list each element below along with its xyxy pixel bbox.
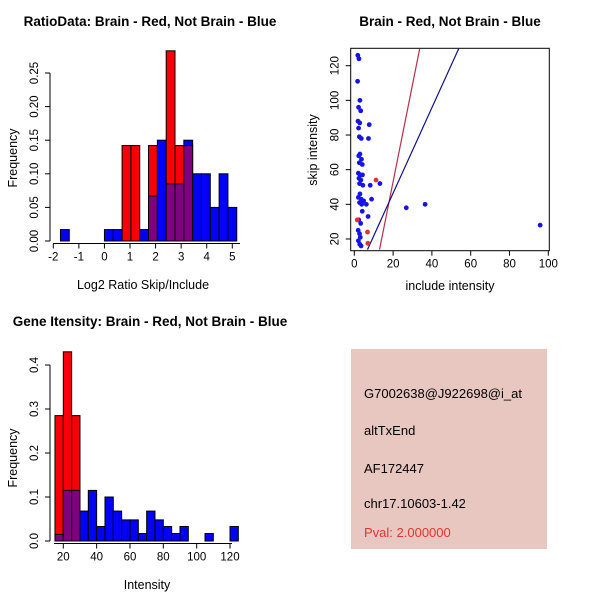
svg-text:100: 100 [538, 258, 558, 271]
svg-text:0.05: 0.05 [29, 196, 41, 219]
svg-text:80: 80 [503, 258, 516, 271]
accession-text: AF172447 [364, 461, 424, 476]
svg-text:0.1: 0.1 [29, 489, 41, 505]
panel-gene-intensity-histogram [0, 300, 300, 600]
svg-text:0: 0 [351, 258, 358, 271]
svg-text:0.4: 0.4 [29, 357, 41, 373]
svg-text:Log2 Ratio Skip/Include: Log2 Ratio Skip/Include [76, 278, 210, 292]
ratio-histogram-plot [0, 0, 300, 300]
splice-type-text: altTxEnd [364, 423, 416, 438]
svg-text:-1: -1 [73, 251, 84, 264]
svg-text:skip intensity: skip intensity [306, 114, 320, 186]
intensity-scatter-plot [300, 0, 600, 300]
gene-intensity-histogram-plot [0, 300, 300, 600]
svg-text:0.00: 0.00 [29, 229, 41, 253]
svg-text:60: 60 [464, 258, 478, 271]
pval-text: Pval: 2.000000 [364, 525, 451, 540]
svg-text:40: 40 [425, 258, 439, 271]
location-text: chr17.10603-1.42 [364, 496, 466, 511]
svg-text:Frequency: Frequency [6, 428, 20, 488]
svg-text:0: 0 [101, 251, 108, 264]
svg-text:5: 5 [229, 251, 236, 264]
gene-hist-title: Gene Itensity: Brain - Red, Not Brain - Blue [12, 314, 288, 329]
panel-info [300, 300, 600, 600]
svg-text:-2: -2 [48, 251, 59, 264]
gene_intensity_hist-bars [55, 352, 238, 541]
svg-text:120: 120 [329, 56, 342, 76]
svg-text:0.25: 0.25 [29, 61, 41, 85]
ratio_hist-bars [60, 51, 236, 241]
panel-ratio-histogram [0, 0, 300, 300]
svg-text:0.3: 0.3 [29, 401, 41, 417]
svg-text:100: 100 [329, 90, 342, 110]
svg-text:4: 4 [203, 251, 210, 264]
ratio-hist-title: RatioData: Brain - Red, Not Brain - Blue [23, 14, 277, 29]
svg-text:20: 20 [386, 258, 400, 271]
svg-text:3: 3 [177, 251, 185, 264]
svg-text:Frequency: Frequency [6, 128, 20, 188]
info-box [351, 349, 547, 549]
svg-text:0.15: 0.15 [29, 129, 41, 152]
scatter-content [355, 49, 543, 250]
svg-text:40: 40 [90, 551, 104, 564]
svg-text:60: 60 [123, 551, 137, 564]
svg-text:20: 20 [56, 551, 70, 564]
svg-text:80: 80 [156, 551, 170, 564]
probe-id-text: G7002638@J922698@i_at [364, 386, 522, 401]
svg-text:20: 20 [329, 232, 342, 246]
svg-text:100: 100 [187, 551, 207, 564]
scatter-title: Brain - Red, Not Brain - Blue [359, 14, 541, 29]
svg-text:1: 1 [126, 251, 134, 264]
svg-text:0.20: 0.20 [29, 95, 41, 118]
svg-text:120: 120 [220, 551, 240, 564]
svg-text:60: 60 [329, 163, 342, 177]
svg-text:40: 40 [329, 197, 342, 211]
svg-text:2: 2 [152, 251, 159, 264]
svg-text:0.0: 0.0 [29, 533, 41, 549]
svg-text:80: 80 [329, 128, 342, 142]
svg-text:Intensity: Intensity [123, 578, 171, 592]
svg-text:0.10: 0.10 [29, 162, 41, 185]
svg-text:0.2: 0.2 [29, 445, 41, 461]
panel-intensity-scatter [300, 0, 600, 300]
svg-text:include intensity: include intensity [405, 279, 495, 293]
